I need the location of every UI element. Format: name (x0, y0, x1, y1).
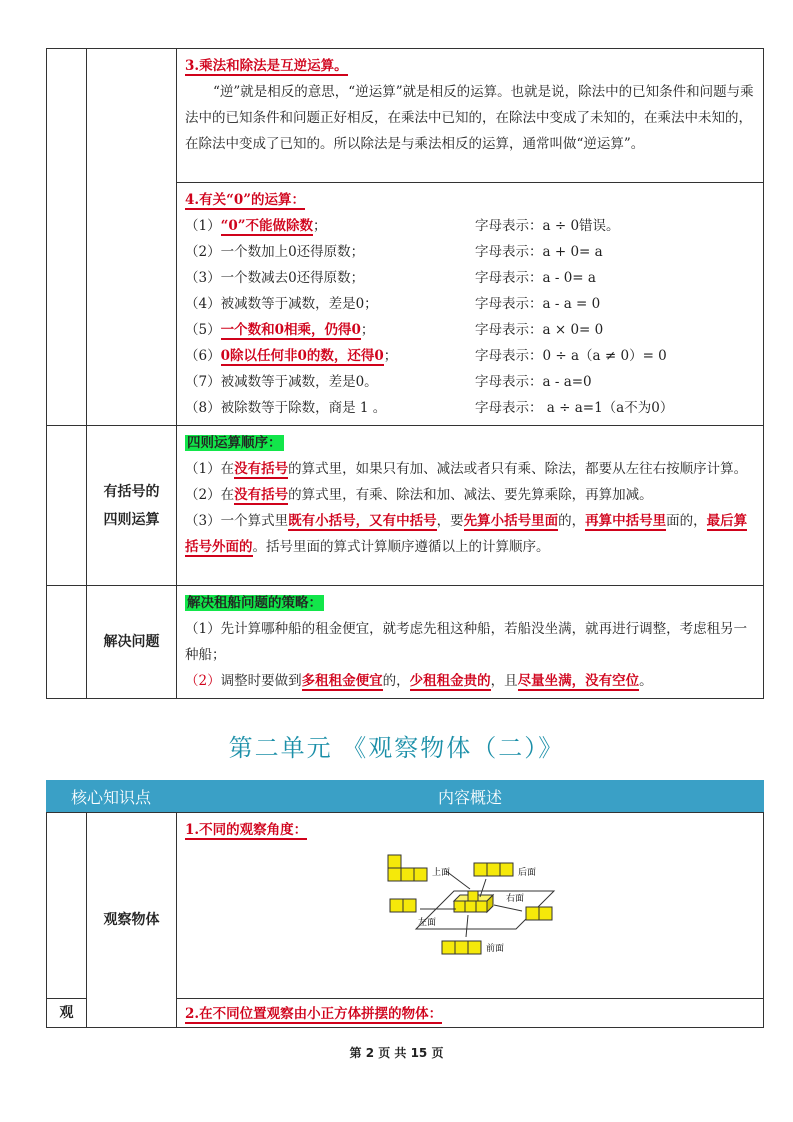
rule-text (185, 239, 475, 265)
right-label: 右面 (506, 894, 525, 904)
text: （1）在 (185, 461, 235, 477)
rule-formula: 字母表示：a ÷ 0错误。 (475, 218, 620, 234)
rule-text (185, 369, 475, 395)
zero-rule-row (185, 265, 757, 291)
knowledge-table-unit2 (46, 812, 764, 1028)
table-header (46, 780, 764, 812)
paragraph (185, 456, 757, 482)
emphasis: 没有括号 (234, 461, 289, 477)
zero-rule-row (185, 291, 757, 317)
rule-text (185, 265, 475, 291)
rule-statement: 被除数等于除数，商是 1 。 (220, 400, 387, 416)
text: ，要 (436, 513, 464, 529)
left-column-char: 观 (47, 999, 87, 1028)
rule-formula: 字母表示：a - 0= a (475, 270, 596, 286)
highlighted-title: 解决租船问题的策略： (187, 595, 322, 611)
rule-number: （2） (185, 244, 221, 260)
paragraph: “逆”就是相反的意思，“逆运算”就是相反的运算。也就是说，除法中的已知条件和问题与乘法中的已知条件和问题正好相反，在乘法中已知的，在除法中变成了未知的，在乘法中未知的，在除法中变成了已知的。所以除法是与乘法相反的运算，通常叫做“逆运算”。 (185, 84, 754, 152)
rule-number: （5） (185, 322, 221, 338)
rule-statement: “0”不能做除数 (220, 218, 314, 234)
paragraph (185, 668, 757, 694)
rule-formula: 字母表示：a - a = 0 (475, 296, 601, 312)
rule-text (185, 291, 475, 317)
paragraph (185, 482, 757, 508)
text: （2） (185, 673, 221, 689)
emphasis: 既有小括号，又有中括号 (288, 513, 437, 529)
rule-text (185, 343, 475, 369)
zero-rule-row (185, 395, 757, 421)
rule-punct: ； (383, 348, 398, 364)
emphasis: 尽量坐满，没有空位 (517, 673, 640, 689)
emphasis: 没有括号 (234, 487, 289, 503)
section-view-angles (177, 813, 764, 999)
text: （3）一个算式里 (185, 513, 289, 529)
left-view-icon (390, 899, 416, 912)
section-title: 1.不同的观察角度： (185, 822, 308, 838)
top-label: 上面 (432, 868, 451, 878)
zero-rule-row (185, 343, 757, 369)
paragraph (185, 508, 757, 560)
paragraph: （1）先计算哪种船的租金便宜，就考虑先租这种船，若船没坐满，就再进行调整，考虑租另一种船； (185, 621, 748, 663)
knowledge-table-top (46, 48, 764, 699)
rule-formula: 字母表示： a ÷ a=1（a不为0） (475, 400, 674, 416)
section-title: 2.在不同位置观察由小正方体拼摆的物体： (185, 1006, 443, 1022)
rule-statement: 一个数加上0还得原数； (220, 244, 365, 260)
zero-rule-row (185, 239, 757, 265)
section-cube-positions (177, 999, 764, 1028)
front-view-icon (442, 941, 481, 954)
rule-formula: 字母表示：0 ÷ a（a ≠ 0）= 0 (475, 348, 667, 364)
topic-label-boat: 解决问题 (87, 586, 177, 699)
rule-formula: 字母表示：a - a=0 (475, 374, 592, 390)
top-view-icon (388, 855, 427, 881)
front-label: 前面 (486, 944, 505, 954)
rule-formula: 字母表示：a + 0= a (475, 244, 603, 260)
highlighted-title: 四则运算顺序： (187, 435, 282, 451)
emphasis: 先算小括号里面 (463, 513, 559, 529)
text: 。 (639, 673, 653, 689)
topic-label-observe: 观察物体 (87, 813, 177, 1028)
left-column-empty (47, 813, 87, 999)
text: 的， (558, 513, 586, 529)
emphasis: 少租租金贵的 (409, 673, 491, 689)
rule-number: （3） (185, 270, 221, 286)
section-zero-ops (177, 183, 764, 426)
text: 。括号里面的算式计算顺序遵循以上的计算顺序。 (252, 539, 550, 555)
rule-number: （7） (185, 374, 221, 390)
page-footer: 第 2 页 共 15 页 (349, 1046, 444, 1060)
topic-label-line: 有括号的 (103, 483, 160, 500)
text: 面的， (666, 513, 707, 529)
cube-object (454, 891, 493, 912)
topic-label-line: 四则运算 (103, 511, 160, 528)
back-view-icon (474, 863, 513, 876)
left-column-empty (47, 426, 87, 586)
zero-rule-row (185, 213, 757, 239)
right-view-icon (526, 907, 552, 920)
rule-text (185, 213, 475, 239)
text: 调整时要做到 (220, 673, 302, 689)
topic-cell-empty (87, 49, 177, 426)
rule-formula: 字母表示：a × 0= 0 (475, 322, 604, 338)
left-label: 左面 (418, 918, 437, 928)
rule-statement: 0除以任何非0的数，还得0 (220, 348, 384, 364)
zero-rule-row (185, 369, 757, 395)
rule-number: （8） (185, 400, 221, 416)
unit-title: 第二单元 《观察物体（二）》 (228, 734, 565, 762)
header-content-summary: 内容概述 (437, 787, 502, 807)
rule-number: （6） (185, 348, 221, 364)
emphasis: 再算中括号里 (585, 513, 667, 529)
rule-number: （1） (185, 218, 221, 234)
section-order-of-ops (177, 426, 764, 586)
section-inverse-ops (177, 49, 764, 183)
zero-rule-row (185, 317, 757, 343)
section-title: 4.有关“0”的运算： (185, 192, 306, 208)
section-title: 3.乘法和除法是互逆运算。 (185, 58, 348, 74)
rule-punct: ； (360, 322, 375, 338)
text: （2）在 (185, 487, 235, 503)
text: ，且 (490, 673, 518, 689)
back-label: 后面 (518, 868, 537, 878)
left-column-empty (47, 49, 87, 426)
rule-statement: 一个数减去0还得原数； (220, 270, 365, 286)
emphasis: 多租租金便宜 (301, 673, 383, 689)
text: 的， (382, 673, 410, 689)
rule-statement: 被减数等于减数，差是0； (220, 296, 378, 312)
emphasis: 最后算括号外面的 (185, 513, 748, 555)
rule-punct: ； (313, 218, 327, 234)
rule-text (185, 395, 475, 421)
rule-statement: 被减数等于减数，差是0。 (220, 374, 378, 390)
left-column-empty (47, 586, 87, 699)
observation-diagram (376, 849, 566, 965)
rule-statement: 一个数和0相乘，仍得0 (220, 322, 361, 338)
rule-number: （4） (185, 296, 221, 312)
topic-label-brackets (87, 426, 177, 586)
rule-text (185, 317, 475, 343)
header-core-points: 核心知识点 (70, 787, 151, 807)
text: 的算式里，如果只有加、减法或者只有乘、除法，都要从左往右按顺序计算。 (288, 461, 748, 477)
section-boat-strategy (177, 586, 764, 699)
text: 的算式里，有乘、除法和加、减法、要先算乘除，再算加减。 (288, 487, 653, 503)
